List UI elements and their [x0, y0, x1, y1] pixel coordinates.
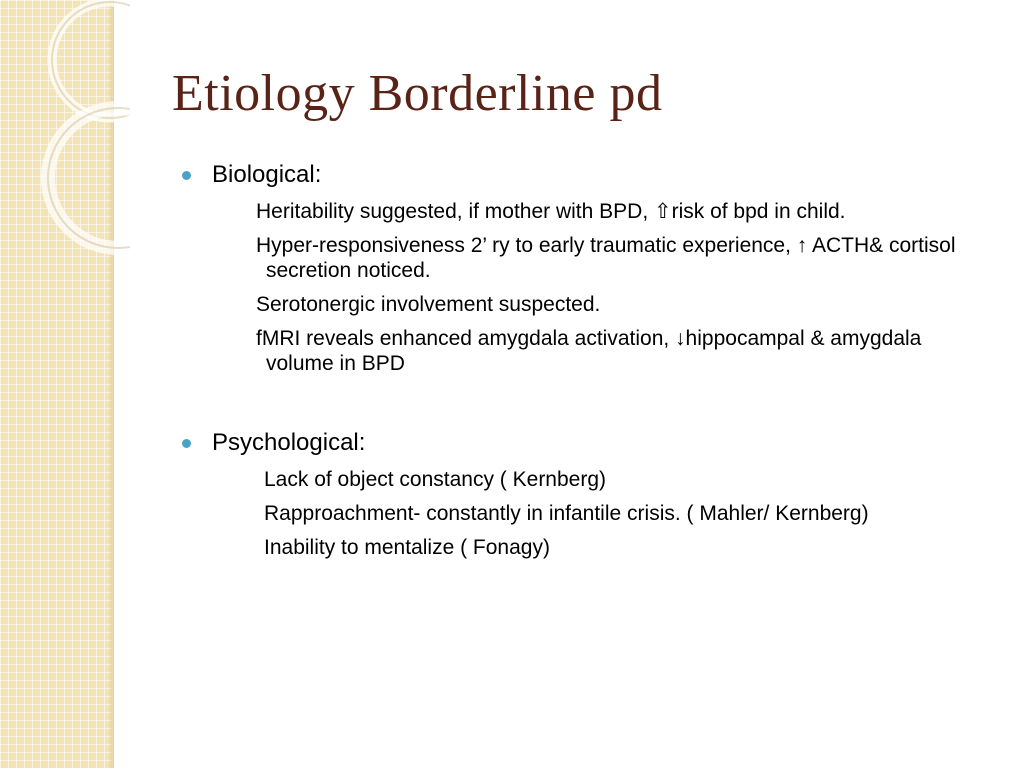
section-heading: Psychological: [212, 429, 366, 456]
psychological-list [180, 467, 980, 560]
section-psychological [180, 428, 980, 560]
list-item: Inability to mentalize ( Fonagy) [264, 536, 550, 559]
list-item: Serotonergic involvement suspected. [256, 293, 601, 316]
slide-title: Etiology Borderline pd [172, 65, 663, 122]
list-item: fMRI reveals enhanced amygdala activation, ↓hippocampal & amygdala volume in BPD [256, 327, 922, 375]
biological-list [180, 199, 980, 376]
list-item: Heritability suggested, if mother with BPD, ⇧risk of bpd in child. [256, 200, 846, 223]
section-biological [180, 160, 980, 376]
bullet-psychological [180, 428, 980, 458]
bullet-dot-icon [182, 171, 191, 180]
list-item: Rapproachment- constantly in infantile crisis. ( Mahler/ Kernberg) [264, 502, 869, 525]
list-item: Lack of object constancy ( Kernberg) [264, 468, 607, 491]
list-item: Hyper-responsiveness 2’ ry to early traumatic experience, ↑ ACTH& cortisol secretion noticed. [256, 234, 956, 282]
decorative-circles [0, 0, 130, 260]
slide-content [180, 160, 980, 560]
bullet-biological [180, 160, 980, 190]
bullet-dot-icon [182, 439, 191, 448]
section-heading: Biological: [212, 161, 322, 188]
